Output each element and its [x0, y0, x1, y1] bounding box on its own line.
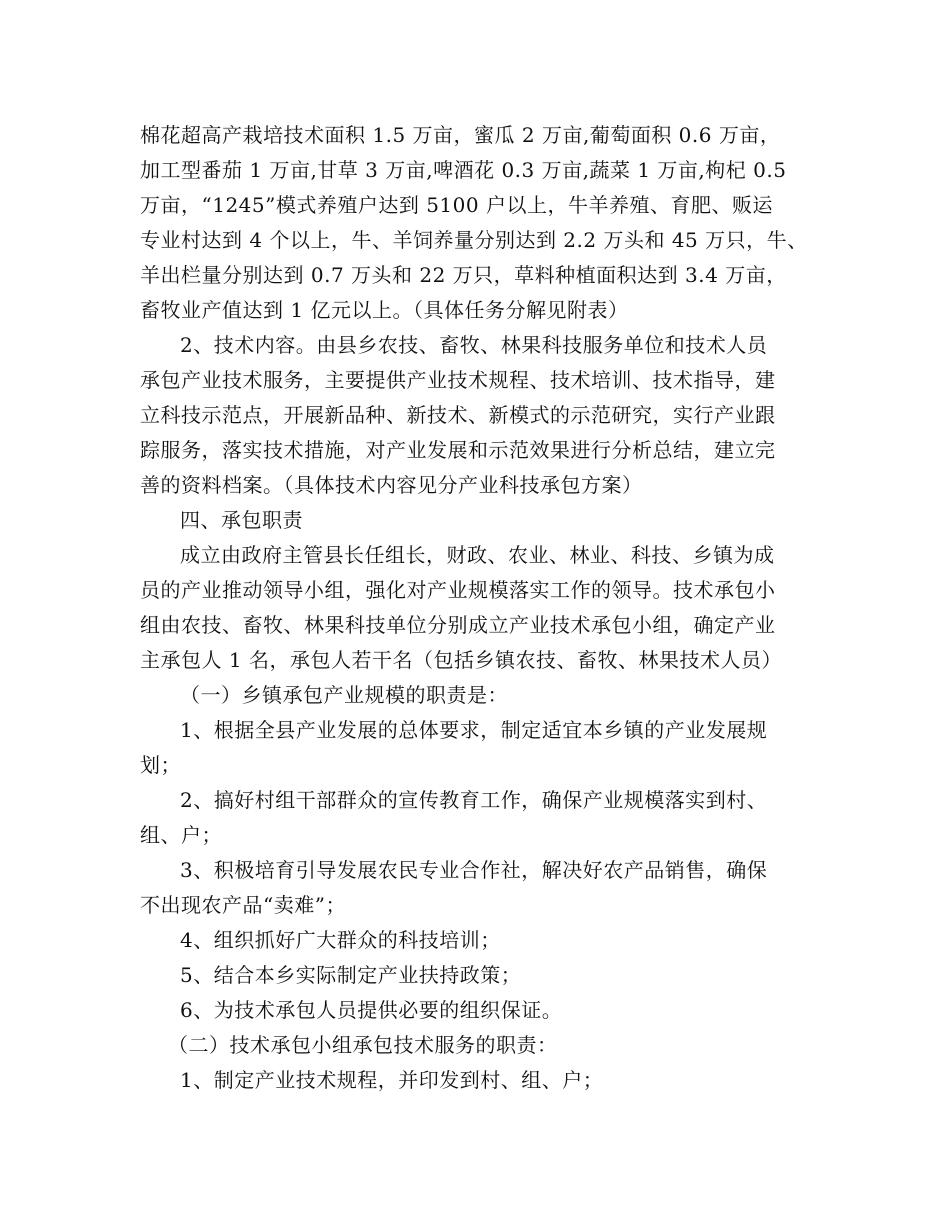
subsection-heading-2: （二）技术承包小组承包技术服务的职责： — [168, 1033, 558, 1057]
list-item-7: 1、制定产业技术规程，并印发到村、组、户； — [180, 1068, 604, 1092]
text-line-5: 羊出栏量分别达到 0.7 万头和 22 万只，草料种植面积达到 3.4 万亩， — [140, 263, 787, 287]
text-line-6: 畜牧业产值达到 1 亿元以上。（具体任务分解见附表） — [140, 298, 629, 322]
text-line-3: 万亩，“1245”模式养殖户达到 5100 户以上，牛羊养殖、育肥、贩运 — [140, 193, 773, 217]
text-line-1: 棉花超高产栽培技术面积 1.5 万亩，蜜瓜 2 万亩,葡萄面积 0.6 万亩， — [140, 123, 781, 147]
text-line-11: 善的资料档案。（具体技术内容见分产业科技承包方案） — [140, 473, 643, 497]
text-line-15: 组由农技、畜牧、林果科技单位分别成立产业技术承包小组，确定产业 — [140, 613, 776, 637]
list-item-6: 6、为技术承包人员提供必要的组织保证。 — [180, 998, 563, 1022]
list-item-1-cont: 划； — [140, 753, 181, 777]
text-line-16: 主承包人 1 名，承包人若干名（包括乡镇农技、畜牧、林果技术人员） — [140, 648, 782, 672]
list-item-5: 5、结合本乡实际制定产业扶持政策； — [180, 963, 522, 987]
text-line-13: 成立由政府主管县长任组长，财政、农业、林业、科技、乡镇为成 — [180, 543, 775, 567]
text-line-9: 立科技示范点，开展新品种、新技术、新模式的示范研究，实行产业跟 — [140, 403, 776, 427]
document-body — [140, 118, 820, 1098]
list-item-2-cont: 组、户； — [140, 823, 222, 847]
list-item-1: 1、根据全县产业发展的总体要求，制定适宜本乡镇的产业发展规 — [180, 718, 768, 742]
list-item-3-cont: 不出现农产品“卖难”； — [140, 893, 346, 917]
text-line-14: 员的产业推动领导小组，强化对产业规模落实工作的领导。技术承包小 — [140, 578, 776, 602]
section-heading: 四、承包职责 — [180, 508, 303, 532]
text-line-2: 加工型番茄 1 万亩,甘草 3 万亩,啤酒花 0.3 万亩,蔬菜 1 万亩,枸杞 0.5 — [140, 158, 787, 182]
subsection-heading-1: （一）乡镇承包产业规模的职责是： — [180, 683, 508, 707]
list-item-4: 4、组织抓好广大群众的科技培训； — [180, 928, 501, 952]
list-item-3: 3、积极培育引导发展农民专业合作社，解决好农产品销售，确保 — [180, 858, 768, 882]
text-line-10: 踪服务，落实技术措施，对产业发展和示范效果进行分析总结，建立完 — [140, 438, 776, 462]
list-item-2: 2、搞好村组干部群众的宣传教育工作，确保产业规模落实到村、 — [180, 788, 768, 812]
text-line-7: 2、技术内容。由县乡农技、畜牧、林果科技服务单位和技术人员 — [180, 333, 768, 357]
text-line-4: 专业村达到 4 个以上，牛、羊饲养量分别达到 2.2 万头和 45 万只，牛、 — [140, 228, 808, 252]
text-line-8: 承包产业技术服务，主要提供产业技术规程、技术培训、技术指导，建 — [140, 368, 776, 392]
